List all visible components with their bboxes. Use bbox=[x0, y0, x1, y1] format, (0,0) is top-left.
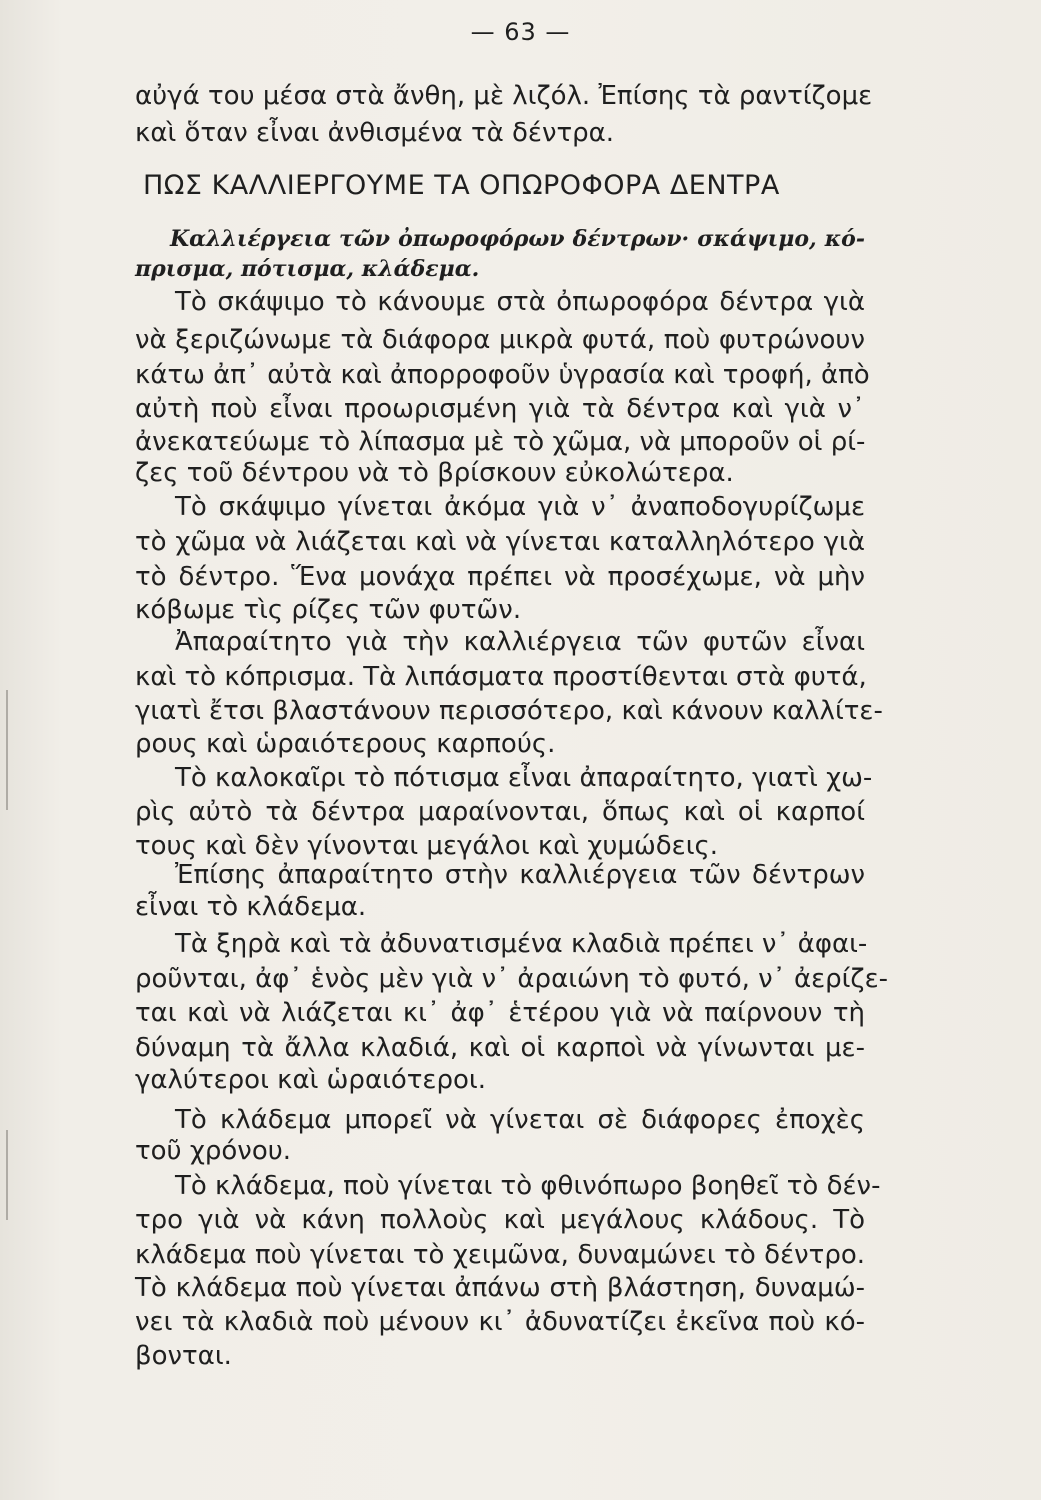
body-line: τρο γιὰ νὰ κάνη πολλοὺς καὶ μεγάλους κλάδους. Τὸ bbox=[135, 1205, 865, 1235]
body-line: εἶναι τὸ κλάδεμα. bbox=[135, 892, 367, 922]
intro-line: αὐγά του μέσα στὰ ἄνθη, μὲ λιζόλ. Ἐπίσης τὰ ραντίζομε bbox=[135, 81, 873, 111]
body-line: Τὸ σκάψιμο τὸ κάνουμε στὰ ὀπωροφόρα δέντρα γιὰ bbox=[175, 287, 865, 317]
body-line: τὸ δέντρο. Ἕνα μονάχα πρέπει νὰ προσέχωμε, νὰ μὴν bbox=[135, 562, 865, 592]
body-line: Τὰ ξηρὰ καὶ τὰ ἀδυνατισμένα κλαδιὰ πρέπει ν᾿ ἀφαι- bbox=[175, 929, 868, 959]
body-line: κλάδεμα ποὺ γίνεται τὸ χειμῶνα, δυναμώνει τὸ δέντρο. bbox=[135, 1240, 865, 1270]
margin-mark bbox=[6, 690, 8, 810]
body-line: γαλύτεροι καὶ ὡραιότεροι. bbox=[135, 1065, 486, 1095]
body-line: ἀνεκατεύωμε τὸ λίπασμα μὲ τὸ χῶμα, νὰ μποροῦν οἱ ρί- bbox=[135, 427, 866, 457]
body-line: κάτω ἀπ᾿ αὐτὰ καὶ ἀπορροφοῦν ὑγρασία καὶ τροφή, ἀπὸ bbox=[135, 360, 870, 390]
body-line: κόβωμε τὶς ρίζες τῶν φυτῶν. bbox=[135, 595, 522, 625]
body-line: ται καὶ νὰ λιάζεται κι᾿ ἀφ᾿ ἑτέρου γιὰ νὰ παίρνουν τὴ bbox=[135, 998, 865, 1028]
body-line: ρους καὶ ὡραιότερους καρπούς. bbox=[135, 729, 556, 759]
section-heading: ΠΩΣ ΚΑΛΛΙΕΡΓΟΥΜΕ ΤΑ ΟΠΩΡΟΦΟΡΑ ΔΕΝΤΡΑ bbox=[143, 170, 780, 201]
body-line: τους καὶ δὲν γίνονται μεγάλοι καὶ χυμώδεις. bbox=[135, 831, 719, 861]
body-line: τὸ χῶμα νὰ λιάζεται καὶ νὰ γίνεται καταλληλότερο γιὰ bbox=[135, 527, 865, 557]
body-line: αὐτὴ ποὺ εἶναι προωρισμένη γιὰ τὰ δέντρα καὶ γιὰ ν᾿ bbox=[135, 394, 865, 424]
page-number: — 63 — bbox=[470, 18, 571, 46]
body-line: καὶ τὸ κόπρισμα. Τὰ λιπάσματα προστίθενται στὰ φυτά, bbox=[135, 662, 867, 692]
body-line: νει τὰ κλαδιὰ ποὺ μένουν κι᾿ ἀδυνατίζει ἐκεῖνα ποὺ κό- bbox=[135, 1307, 865, 1337]
body-line: νὰ ξεριζώνωμε τὰ διάφορα μικρὰ φυτά, ποὺ φυτρώνουν bbox=[135, 325, 865, 355]
body-line: Τὸ κλάδεμα ποὺ γίνεται ἀπάνω στὴ βλάστηση, δυναμώ- bbox=[135, 1273, 865, 1303]
body-line: δύναμη τὰ ἄλλα κλαδιά, καὶ οἱ καρποὶ νὰ γίνωνται με- bbox=[135, 1033, 865, 1063]
body-line: Τὸ κλάδεμα, ποὺ γίνεται τὸ φθινόπωρο βοηθεῖ τὸ δέν- bbox=[175, 1171, 881, 1201]
body-line: Τὸ σκάψιμο γίνεται ἀκόμα γιὰ ν᾿ ἀναποδογυρίζωμε bbox=[175, 492, 865, 522]
body-line: Τὸ κλάδεμα μπορεῖ νὰ γίνεται σὲ διάφορες ἐποχὲς bbox=[175, 1105, 865, 1135]
body-line: γιατὶ ἔτσι βλαστάνουν περισσότερο, καὶ κάνουν καλλίτε- bbox=[135, 696, 883, 726]
subheading-line: πρισμα, πότισμα, κλάδεμα. bbox=[135, 256, 480, 282]
body-line: Ἐπίσης ἀπαραίτητο στὴν καλλιέργεια τῶν δέντρων bbox=[175, 860, 865, 890]
body-line: τοῦ χρόνου. bbox=[135, 1136, 292, 1166]
intro-line: καὶ ὅταν εἶναι ἀνθισμένα τὰ δέντρα. bbox=[135, 118, 615, 148]
body-line: ρὶς αὐτὸ τὰ δέντρα μαραίνονται, ὅπως καὶ οἱ καρποί bbox=[135, 797, 865, 827]
subheading-line: Καλλιέργεια τῶν ὀπωροφόρων δέντρων· σκάψιμο, κό- bbox=[170, 226, 865, 252]
body-line: βονται. bbox=[135, 1341, 232, 1371]
body-line: Τὸ καλοκαῖρι τὸ πότισμα εἶναι ἀπαραίτητο, γιατὶ χω- bbox=[175, 763, 873, 793]
body-line: Ἀπαραίτητο γιὰ τὴν καλλιέργεια τῶν φυτῶν εἶναι bbox=[175, 627, 865, 657]
body-line: ζες τοῦ δέντρου νὰ τὸ βρίσκουν εὐκολώτερα. bbox=[135, 458, 734, 488]
margin-mark bbox=[6, 1130, 8, 1220]
body-line: ροῦνται, ἀφ᾿ ἑνὸς μὲν γιὰ ν᾿ ἀραιώνη τὸ φυτό, ν᾿ ἀερίζε- bbox=[135, 964, 889, 994]
